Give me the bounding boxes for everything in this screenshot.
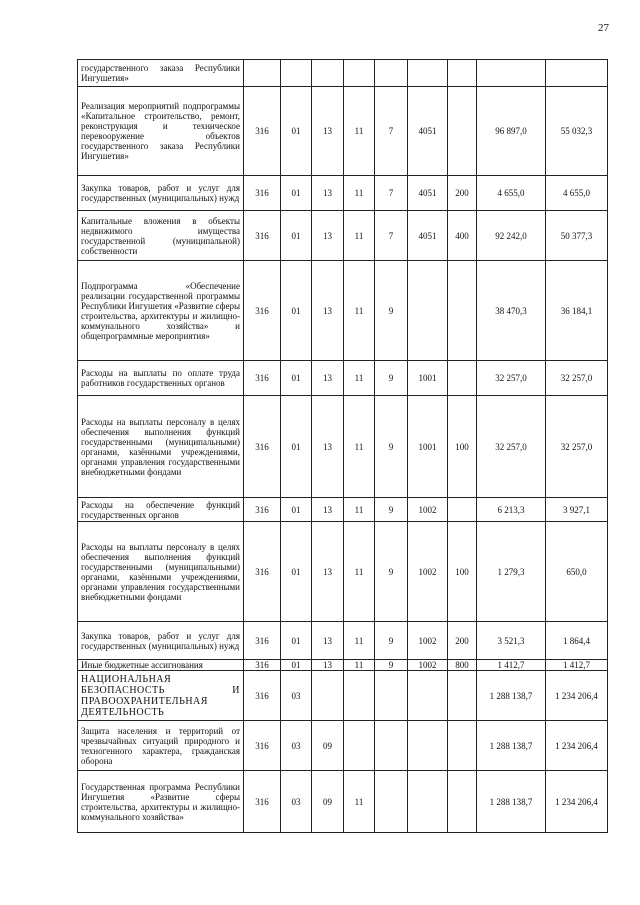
table-row <box>78 361 608 396</box>
cell-program: 11 <box>344 771 375 833</box>
row-name: государственного заказа Республики Ингушетия» <box>78 60 244 87</box>
row-name: Расходы на обеспечение функций государственных органов <box>78 498 244 522</box>
cell-section: 01 <box>281 211 312 261</box>
cell-ministry: 316 <box>244 87 281 176</box>
cell-program: 11 <box>344 261 375 361</box>
cell-section: 01 <box>281 396 312 498</box>
table-row <box>78 176 608 211</box>
cell-amount-1: 1 288 138,7 <box>477 771 546 833</box>
cell-ministry: 316 <box>244 176 281 211</box>
cell-amount-2: 1 864,4 <box>546 622 608 660</box>
cell-subprogram <box>375 671 408 721</box>
cell-direction: 4051 <box>408 87 448 176</box>
table-row <box>78 87 608 176</box>
cell-direction <box>408 771 448 833</box>
cell-ministry: 316 <box>244 522 281 622</box>
cell-amount-2: 32 257,0 <box>546 396 608 498</box>
cell-section: 01 <box>281 498 312 522</box>
cell-expense-type: 800 <box>448 660 477 671</box>
cell-subsection: 13 <box>312 361 344 396</box>
row-name: Защита населения и территорий от чрезвычайных ситуаций природного и техногенного характера, гражданская оборона <box>78 721 244 771</box>
cell-subprogram: 9 <box>375 261 408 361</box>
row-name: Государственная программа Республики Ингушетия «Развитие сферы строительства, архитектуры и жилищно-коммунального хозяйства» <box>78 771 244 833</box>
cell-section: 01 <box>281 622 312 660</box>
cell-ministry: 316 <box>244 211 281 261</box>
cell-direction: 1002 <box>408 622 448 660</box>
cell-amount-2: 50 377,3 <box>546 211 608 261</box>
cell-subsection: 13 <box>312 660 344 671</box>
cell-direction <box>408 671 448 721</box>
cell-amount-2: 1 412,7 <box>546 660 608 671</box>
cell-direction: 4051 <box>408 211 448 261</box>
cell-subsection: 13 <box>312 176 344 211</box>
cell-amount-2: 55 032,3 <box>546 87 608 176</box>
cell-subprogram: 9 <box>375 498 408 522</box>
cell-program <box>344 60 375 87</box>
cell-ministry <box>244 60 281 87</box>
cell-amount-2: 4 655,0 <box>546 176 608 211</box>
cell-program: 11 <box>344 396 375 498</box>
cell-amount-2: 1 234 206,4 <box>546 721 608 771</box>
cell-amount-1: 1 412,7 <box>477 660 546 671</box>
cell-subprogram: 9 <box>375 522 408 622</box>
cell-program: 11 <box>344 87 375 176</box>
cell-subsection: 13 <box>312 522 344 622</box>
cell-expense-type <box>448 261 477 361</box>
cell-subprogram: 9 <box>375 396 408 498</box>
table-row <box>78 60 608 87</box>
cell-direction: 1002 <box>408 498 448 522</box>
cell-ministry: 316 <box>244 721 281 771</box>
page-number: 27 <box>598 22 609 34</box>
cell-ministry: 316 <box>244 261 281 361</box>
cell-amount-2: 1 234 206,4 <box>546 671 608 721</box>
cell-direction <box>408 60 448 87</box>
cell-expense-type <box>448 60 477 87</box>
cell-section: 01 <box>281 87 312 176</box>
cell-expense-type <box>448 721 477 771</box>
cell-amount-1: 1 288 138,7 <box>477 721 546 771</box>
cell-program: 11 <box>344 361 375 396</box>
budget-table <box>77 59 608 833</box>
table-row <box>78 771 608 833</box>
cell-program: 11 <box>344 176 375 211</box>
cell-program: 11 <box>344 522 375 622</box>
cell-amount-1: 38 470,3 <box>477 261 546 361</box>
cell-section: 03 <box>281 721 312 771</box>
row-name: Расходы на выплаты персоналу в целях обеспечения выполнения функций государственными (муниципальными) органами, казёнными учреждениями, органами управления государственными внебюджетными фондами <box>78 522 244 622</box>
cell-program <box>344 671 375 721</box>
table-row <box>78 622 608 660</box>
cell-amount-1: 3 521,3 <box>477 622 546 660</box>
cell-direction: 1002 <box>408 660 448 671</box>
cell-subsection <box>312 671 344 721</box>
cell-section: 01 <box>281 261 312 361</box>
row-name: Иные бюджетные ассигнования <box>78 660 244 671</box>
row-name: Расходы на выплаты по оплате труда работников государственных органов <box>78 361 244 396</box>
cell-subprogram: 9 <box>375 361 408 396</box>
cell-amount-1: 6 213,3 <box>477 498 546 522</box>
cell-section: 01 <box>281 522 312 622</box>
table-row <box>78 396 608 498</box>
cell-amount-2: 32 257,0 <box>546 361 608 396</box>
cell-amount-2: 36 184,1 <box>546 261 608 361</box>
cell-expense-type <box>448 771 477 833</box>
cell-amount-1: 4 655,0 <box>477 176 546 211</box>
cell-ministry: 316 <box>244 771 281 833</box>
table-row <box>78 211 608 261</box>
cell-direction: 1001 <box>408 396 448 498</box>
cell-expense-type: 100 <box>448 522 477 622</box>
cell-direction: 1002 <box>408 522 448 622</box>
budget-table-body <box>78 60 608 833</box>
cell-subsection: 13 <box>312 87 344 176</box>
row-name: Подпрограмма «Обеспечение реализации государственной программы Республики Ингушетия «Развитие сферы строительства, архитектуры и жилищно-коммунального хозяйства» и общепрограммные мероприятия» <box>78 261 244 361</box>
cell-expense-type <box>448 361 477 396</box>
cell-ministry: 316 <box>244 622 281 660</box>
cell-subsection: 13 <box>312 211 344 261</box>
row-name: Закупка товаров, работ и услуг для государственных (муниципальных) нужд <box>78 622 244 660</box>
cell-section <box>281 60 312 87</box>
cell-section: 03 <box>281 771 312 833</box>
cell-expense-type: 200 <box>448 176 477 211</box>
cell-ministry: 316 <box>244 671 281 721</box>
cell-ministry: 316 <box>244 396 281 498</box>
cell-amount-2 <box>546 60 608 87</box>
table-row <box>78 522 608 622</box>
cell-amount-1: 92 242,0 <box>477 211 546 261</box>
cell-program: 11 <box>344 498 375 522</box>
cell-amount-2: 650,0 <box>546 522 608 622</box>
cell-amount-1: 1 288 138,7 <box>477 671 546 721</box>
cell-subprogram: 7 <box>375 211 408 261</box>
cell-direction <box>408 721 448 771</box>
row-name: Реализация мероприятий подпрограммы «Капитальное строительство, ремонт, реконструкция и техническое перевооружение объектов государственного заказа Республики Ингушетия» <box>78 87 244 176</box>
cell-subprogram <box>375 721 408 771</box>
cell-amount-1 <box>477 60 546 87</box>
row-name: Капитальные вложения в объекты недвижимого имущества государственной (муниципальной) собственности <box>78 211 244 261</box>
row-name: Закупка товаров, работ и услуг для государственных (муниципальных) нужд <box>78 176 244 211</box>
cell-subsection <box>312 60 344 87</box>
table-row <box>78 671 608 721</box>
cell-subprogram: 9 <box>375 660 408 671</box>
table-row <box>78 498 608 522</box>
cell-amount-2: 1 234 206,4 <box>546 771 608 833</box>
cell-subsection: 13 <box>312 396 344 498</box>
cell-ministry: 316 <box>244 361 281 396</box>
cell-subprogram <box>375 60 408 87</box>
cell-direction: 4051 <box>408 176 448 211</box>
table-row <box>78 660 608 671</box>
cell-direction <box>408 261 448 361</box>
cell-subprogram: 7 <box>375 176 408 211</box>
cell-section: 01 <box>281 361 312 396</box>
cell-section: 03 <box>281 671 312 721</box>
cell-program: 11 <box>344 660 375 671</box>
cell-ministry: 316 <box>244 660 281 671</box>
cell-subsection: 13 <box>312 622 344 660</box>
cell-amount-1: 96 897,0 <box>477 87 546 176</box>
row-name: НАЦИОНАЛЬНАЯ БЕЗОПАСНОСТЬ И ПРАВООХРАНИТЕЛЬНАЯ ДЕЯТЕЛЬНОСТЬ <box>78 671 244 721</box>
cell-subsection: 13 <box>312 261 344 361</box>
cell-subsection: 09 <box>312 721 344 771</box>
cell-expense-type: 400 <box>448 211 477 261</box>
cell-section: 01 <box>281 660 312 671</box>
cell-amount-1: 32 257,0 <box>477 361 546 396</box>
cell-program <box>344 721 375 771</box>
cell-ministry: 316 <box>244 498 281 522</box>
cell-section: 01 <box>281 176 312 211</box>
cell-expense-type <box>448 87 477 176</box>
row-name: Расходы на выплаты персоналу в целях обеспечения выполнения функций государственными (муниципальными) органами, казёнными учреждениями, органами управления государственными внебюджетными фондами <box>78 396 244 498</box>
cell-subprogram: 7 <box>375 87 408 176</box>
cell-amount-1: 32 257,0 <box>477 396 546 498</box>
table-row <box>78 261 608 361</box>
cell-program: 11 <box>344 211 375 261</box>
cell-expense-type: 100 <box>448 396 477 498</box>
cell-subsection: 13 <box>312 498 344 522</box>
cell-subprogram: 9 <box>375 622 408 660</box>
cell-program: 11 <box>344 622 375 660</box>
table-row <box>78 721 608 771</box>
cell-amount-1: 1 279,3 <box>477 522 546 622</box>
cell-direction: 1001 <box>408 361 448 396</box>
cell-expense-type <box>448 498 477 522</box>
cell-amount-2: 3 927,1 <box>546 498 608 522</box>
cell-expense-type <box>448 671 477 721</box>
cell-subprogram <box>375 771 408 833</box>
cell-expense-type: 200 <box>448 622 477 660</box>
cell-subsection: 09 <box>312 771 344 833</box>
